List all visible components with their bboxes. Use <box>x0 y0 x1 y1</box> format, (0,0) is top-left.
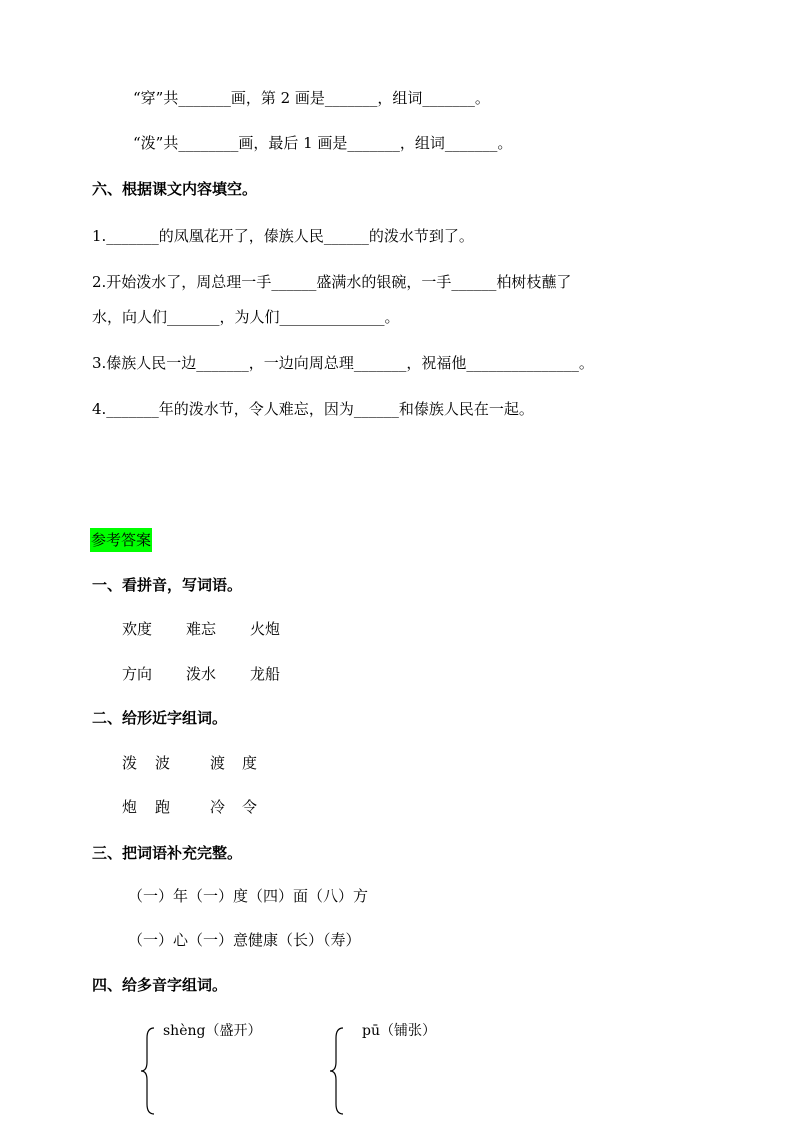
question-2-line-2: 水，向人们_______，为人们______________。 <box>92 308 400 326</box>
chuan-stroke-question: “穿”共_______画，第 2 画是_______，组词_______。 <box>133 89 490 107</box>
question-1: 1._______的凤凰花开了，傣族人民______的泼水节到了。 <box>92 227 474 245</box>
answer-word: 龙船 <box>250 665 281 683</box>
answer-key-label: 参考答案 <box>90 528 152 552</box>
answer-char: 波 <box>155 754 171 772</box>
answer-word: 欢度 <box>122 620 153 638</box>
answer-sec3-heading: 三、把词语补充完整。 <box>92 844 243 862</box>
answer-word: 难忘 <box>186 620 217 638</box>
answer-word: 方向 <box>122 665 153 683</box>
question-2-line-1: 2.开始泼水了，周总理一手______盛满水的银碗，一手______柏树枝蘸了 <box>92 273 572 291</box>
question-3: 3.傣族人民一边_______，一边向周总理_______，祝福他_______________。 <box>92 354 594 372</box>
answer-char: 冷 <box>210 798 226 816</box>
polyphone-sheng: shèng（盛开） <box>163 1023 262 1039</box>
answer-char: 泼 <box>122 754 138 772</box>
answer-idiom-2: （一）心（一）意健康（长）（寿） <box>128 931 361 949</box>
answer-char: 度 <box>242 754 258 772</box>
answer-sec2-heading: 二、给形近字组词。 <box>92 709 228 727</box>
left-brace-icon <box>138 1026 158 1116</box>
answer-word: 火炮 <box>250 620 281 638</box>
answer-sec4-heading: 四、给多音字组词。 <box>92 976 228 994</box>
answer-sec1-heading: 一、看拼音，写词语。 <box>92 576 243 594</box>
answer-idiom-1: （一）年（一）度（四）面（八）方 <box>128 887 369 905</box>
section6-heading: 六、根据课文内容填空。 <box>92 180 258 198</box>
question-4: 4._______年的泼水节，令人难忘，因为______和傣族人民在一起。 <box>92 400 534 418</box>
polyphone-pu: pū（铺张） <box>362 1023 436 1039</box>
answer-char: 渡 <box>210 754 226 772</box>
answer-char: 令 <box>242 798 258 816</box>
po-stroke-question: “泼”共________画，最后 1 画是_______，组词_______。 <box>133 134 513 152</box>
left-brace-icon <box>327 1026 347 1116</box>
answer-char: 炮 <box>122 798 138 816</box>
answer-word: 泼水 <box>186 665 217 683</box>
answer-char: 跑 <box>155 798 171 816</box>
